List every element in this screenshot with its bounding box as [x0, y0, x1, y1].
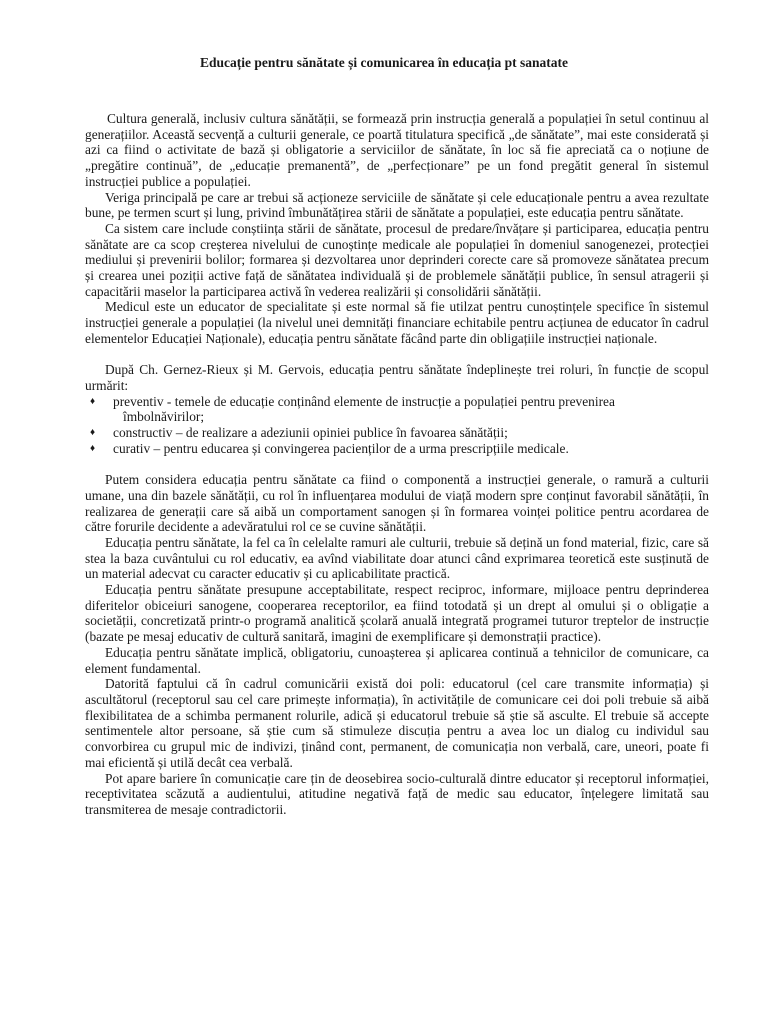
role-text-continued: îmbolnăvirilor;: [123, 409, 205, 425]
paragraph-communication-techniques: Educația pentru sănătate implică, obligatoriu, cunoașterea și aplicarea continuă a tehnicilor de comunicare, ca element fundamental.: [85, 644, 709, 676]
role-text: curativ – pentru educarea și convingerea pacienților de a urma prescripțiile medicale.: [113, 440, 569, 456]
paragraph-material-fund: Educația pentru sănătate, la fel ca în celelalte ramuri ale culturii, trebuie să dețină un fond material, fizic, care să stea la baza cuvântului cu rol educativ, ea avînd viabilitate doar atunci când exprimarea teoretică este susținută de un material adecvat cu caracter educativ și cu aplicabilitate practică.: [85, 534, 709, 582]
paragraph-two-poles: Datorită faptului că în cadrul comunicării există doi poli: educatorul (cel care transmite informația) și ascultătorul (receptorul sau cel care primește informația), în activitățile de comunicare cei doi poli trebuie să aibă flexibilitatea de a schimba permanent rolurile, adică și educatorul trebuie să știe să asculte. El trebuie să accepte sentimentele altor persoane, să știe cum să stimuleze discuția pentru a avea loc un dialog cu individul sau convorbirea cu grupul mic de indivizi, ținând cont, permanent, de comunicația non verbală, care, uneori, poate fi mai eficientă și utilă decât cea verbală.: [85, 676, 709, 770]
paragraph-roles-intro: După Ch. Gernez-Rieux și M. Gervois, educația pentru sănătate îndeplinește trei roluri, în funcție de scopul urmărit:: [85, 362, 709, 393]
paragraph-culture: Cultura generală, inclusiv cultura sănătății, se formează prin instrucția generală a populației în setul continuu al generațiilor. Această secvență a culturii generale, ce poartă titulatura specifică „de sănătate”, mai este considerată și azi ca fiind o activitate de bază și obligatorie a serviciilor de sănătate, în loc să fie apreciată ca o noțiune de „pregătire continuă”, de „educație premanentă”, de „perfecționare” pe un fond pregătit general în sistemul instrucției publice a populației.: [85, 111, 709, 189]
document-body: [85, 111, 709, 818]
paragraph-physician: Medicul este un educator de specialitate și este normal să fie utilzat pentru cunoștințele specifice în sistemul instrucției generale a populației (la nivelul unei demnități financiare echitabile pentru acțiunea de educator în cadrul elementelor Educației Naționale), educația pentru sănătate făcând parte din obligațiile instrucției naționale.: [85, 299, 709, 346]
diamond-bullet-icon: ♦: [90, 427, 96, 439]
paragraph-system: Ca sistem care include conștiința stării de sănătate, procesul de predare/învățare și participarea, educația pentru sănătate are ca scop creșterea nivelului de cunoștințe medicale ale populației în domeniul sanogenezei, protecției mediului și prevenirii bolilor; formarea și dezvoltarea unor deprinderi corecte care să promoveze sănătatea precum și crearea unei poziții active față de sănătatea individuală și de problemele sănătății publice, în sensul atragerii și capacitării maselor la participarea activă în vederea realizării și consolidării sănătății.: [85, 220, 709, 299]
paragraph-component: Putem considera educația pentru sănătate ca fiind o componentă a instrucției generale, o ramură a culturii umane, una din bazele sănătății, cu rol în influențarea modului de viață modern spre conținut favorabil sănătății, în realizarea de generații care să aibă un comportament sanogen și în formarea voinței politice pentru acordarea de către forurile decidente a adevăratului rol ce se cuvine sănătății.: [85, 472, 709, 535]
list-item: [90, 394, 709, 425]
roles-list: [85, 394, 709, 457]
role-text: preventiv - temele de educație conținând elemente de instrucție a populației pentru prevenirea: [113, 393, 615, 409]
list-item: [90, 425, 709, 441]
paragraph-barriers: Pot apare bariere în comunicație care țin de deosebirea socio-culturală dintre educator și receptorul informației, receptivitatea scăzută a audientului, atitudine negativă față de medic sau educator, înțelegere limitată sau transmiterea de mesaje contradictorii.: [85, 770, 709, 817]
paragraph-main-link: Veriga principală pe care ar trebui să acționeze serviciile de sănătate și cele educaționale pentru a avea rezultate bune, pe termen scurt și lung, privind îmbunătățirea stării de sănătate a populației, este educația pentru sănătate.: [85, 189, 709, 221]
role-text: constructiv – de realizare a adeziunii opiniei publice în favoarea sănătății;: [113, 425, 508, 441]
paragraph-gap: [85, 347, 709, 363]
diamond-bullet-icon: ♦: [90, 395, 96, 407]
list-item: [90, 441, 709, 457]
paragraph-acceptability: Educația pentru sănătate presupune acceptabilitate, respect reciproc, informare, mijloace pentru deprinderea diferitelor obiceiuri sanogene, cooperarea receptorilor, ea fiind totodată și un drept al omului și o obligație a societății, concretizată printr-o programă analitică școlară anuală integrată programei tuturor treptelor de instrucție (bazate pe mesaj educativ de cultură sanitară, imagini de exemplificare și demonstrații practice).: [85, 582, 709, 645]
paragraph-gap: [85, 456, 709, 472]
document-title: Educație pentru sănătate și comunicarea în educația pt sanatate: [200, 55, 568, 70]
diamond-bullet-icon: ♦: [90, 442, 96, 454]
